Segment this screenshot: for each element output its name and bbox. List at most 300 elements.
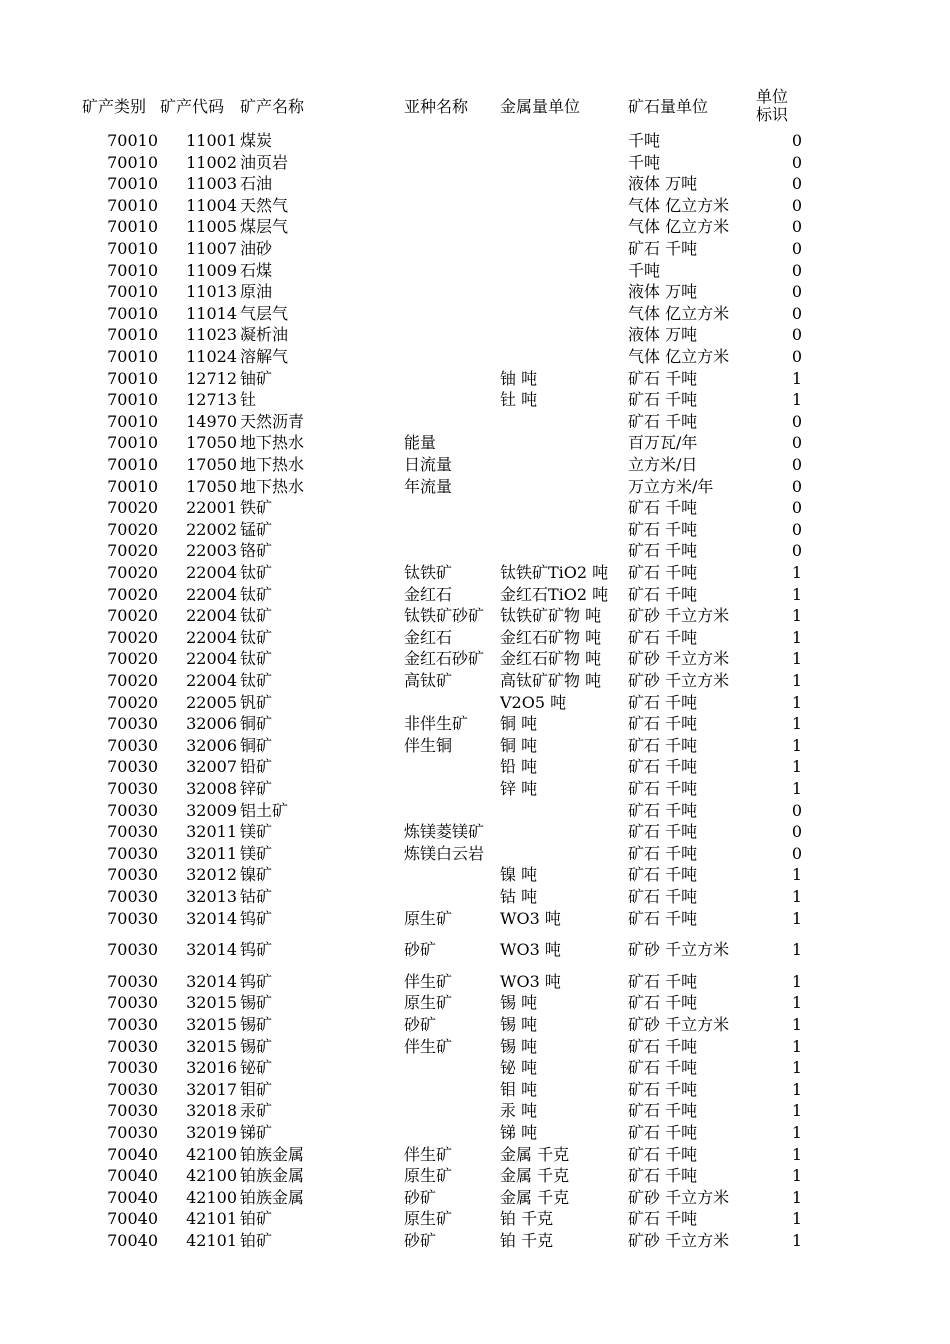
metal-unit-cell: 铀 吨 <box>500 368 538 388</box>
mineral-category-cell: 70020 <box>107 584 158 604</box>
unit-flag-cell: 0 <box>791 822 802 842</box>
subtype-name-cell: 炼镁菱镁矿 <box>404 822 485 842</box>
unit-flag-cell: 0 <box>791 325 802 345</box>
ore-unit-cell: 矿石 千吨 <box>628 735 698 755</box>
table-row <box>0 735 950 757</box>
table-row <box>0 864 950 886</box>
metal-unit-cell: V2O5 吨 <box>500 692 567 712</box>
mineral-name-cell: 气层气 <box>240 303 289 323</box>
table-row <box>0 648 950 670</box>
unit-flag-cell: 1 <box>791 606 802 626</box>
ore-unit-cell: 矿石 千吨 <box>628 865 698 885</box>
mineral-name-cell: 铋矿 <box>240 1058 273 1078</box>
header-metal-unit: 金属量单位 <box>500 97 581 116</box>
mineral-code-cell: 11007 <box>186 239 237 258</box>
metal-unit-cell: 钛铁矿矿物 吨 <box>500 606 602 626</box>
metal-unit-cell: 铜 吨 <box>500 735 538 755</box>
mineral-name-cell: 锌矿 <box>240 779 273 798</box>
mineral-name-cell: 天然气 <box>240 195 289 215</box>
table-row <box>0 411 950 433</box>
mineral-code-cell: 32008 <box>186 779 237 798</box>
unit-flag-cell: 1 <box>791 940 802 960</box>
table-row <box>0 432 950 454</box>
mineral-name-cell: 铜矿 <box>240 714 273 734</box>
mineral-category-cell: 70030 <box>107 735 158 755</box>
metal-unit-cell: 金红石TiO2 吨 <box>500 584 609 604</box>
table-row <box>0 540 950 562</box>
metal-unit-cell: 钴 吨 <box>500 887 538 906</box>
table-row <box>0 605 950 627</box>
mineral-category-cell: 70020 <box>107 671 158 690</box>
unit-flag-cell: 0 <box>791 217 802 237</box>
mineral-name-cell: 地下热水 <box>240 433 305 453</box>
mineral-code-cell: 22004 <box>186 671 237 690</box>
mineral-code-cell: 32017 <box>186 1079 237 1099</box>
metal-unit-cell: 铋 吨 <box>500 1058 538 1078</box>
table-row <box>0 1079 950 1101</box>
mineral-category-cell: 70010 <box>107 217 158 237</box>
mineral-category-cell: 70030 <box>107 822 158 842</box>
table-row <box>0 886 950 908</box>
mineral-code-cell: 32009 <box>186 800 237 820</box>
unit-flag-cell: 0 <box>791 174 802 194</box>
mineral-category-cell: 70010 <box>107 152 158 172</box>
mineral-name-cell: 锑矿 <box>240 1123 273 1142</box>
metal-unit-cell: 锡 吨 <box>500 1015 538 1034</box>
unit-flag-cell: 0 <box>791 455 802 474</box>
table-row <box>0 562 950 584</box>
metal-unit-cell: 铂 千克 <box>500 1209 554 1229</box>
mineral-category-cell: 70010 <box>107 347 158 366</box>
metal-unit-cell: WO3 吨 <box>500 908 561 928</box>
table-row <box>0 713 950 735</box>
mineral-name-cell: 地下热水 <box>240 455 305 474</box>
mineral-code-cell: 32015 <box>186 1015 237 1034</box>
table-row <box>0 389 950 411</box>
table-row <box>0 939 950 961</box>
mineral-code-cell: 17050 <box>186 433 237 453</box>
ore-unit-cell: 矿石 千吨 <box>628 239 698 258</box>
mineral-category-cell: 70030 <box>107 971 158 991</box>
subtype-name-cell: 伴生矿 <box>404 971 453 991</box>
mineral-category-cell: 70040 <box>107 1187 158 1207</box>
mineral-code-cell: 32015 <box>186 1036 237 1056</box>
header-subtype: 亚种名称 <box>404 97 469 116</box>
unit-flag-cell: 1 <box>791 993 802 1013</box>
mineral-code-cell: 32012 <box>186 865 237 885</box>
subtype-name-cell: 砂矿 <box>404 1015 437 1034</box>
mineral-name-cell: 钛矿 <box>240 584 273 604</box>
unit-flag-cell: 0 <box>791 800 802 820</box>
table-row <box>0 346 950 368</box>
ore-unit-cell: 矿石 千吨 <box>628 411 698 431</box>
subtype-name-cell: 年流量 <box>404 476 453 496</box>
table-row <box>0 476 950 498</box>
metal-unit-cell: 高钛矿矿物 吨 <box>500 671 602 690</box>
mineral-category-cell: 70010 <box>107 411 158 431</box>
mineral-name-cell: 铬矿 <box>240 541 273 561</box>
mineral-category-cell: 70010 <box>107 455 158 474</box>
subtype-name-cell: 金红石砂矿 <box>404 649 485 669</box>
unit-flag-cell: 0 <box>791 239 802 258</box>
unit-flag-cell: 0 <box>791 843 802 863</box>
mineral-name-cell: 凝析油 <box>240 325 289 345</box>
ore-unit-cell: 矿砂 千立方米 <box>628 1015 730 1034</box>
ore-unit-cell: 立方米/日 <box>628 455 698 474</box>
mineral-code-cell: 11005 <box>186 217 237 237</box>
table-row <box>0 584 950 606</box>
mineral-code-cell: 11002 <box>186 152 237 172</box>
mineral-code-cell: 11001 <box>186 131 237 150</box>
mineral-name-cell: 溶解气 <box>240 347 289 366</box>
subtype-name-cell: 伴生矿 <box>404 1036 453 1056</box>
unit-flag-cell: 0 <box>791 476 802 496</box>
header-unit-flag-line1: 单位 <box>756 87 789 106</box>
subtype-name-cell: 金红石 <box>404 584 453 604</box>
mineral-code-cell: 32006 <box>186 735 237 755</box>
unit-flag-cell: 1 <box>791 1166 802 1186</box>
mineral-name-cell: 铜矿 <box>240 735 273 755</box>
table-row <box>0 1165 950 1187</box>
table-row <box>0 1122 950 1144</box>
unit-flag-cell: 1 <box>791 627 802 647</box>
mineral-name-cell: 钍 <box>240 390 257 410</box>
subtype-name-cell: 伴生矿 <box>404 1144 453 1164</box>
mineral-code-cell: 22004 <box>186 627 237 647</box>
unit-flag-cell: 0 <box>791 519 802 539</box>
mineral-name-cell: 钛矿 <box>240 606 273 626</box>
table-row <box>0 992 950 1014</box>
mineral-code-cell: 42100 <box>186 1144 237 1164</box>
mineral-category-cell: 70020 <box>107 649 158 669</box>
mineral-code-cell: 42100 <box>186 1187 237 1207</box>
mineral-code-cell: 32014 <box>186 940 237 960</box>
metal-unit-cell: 锌 吨 <box>500 779 538 798</box>
ore-unit-cell: 矿石 千吨 <box>628 800 698 820</box>
header-ore-unit: 矿石量单位 <box>628 97 709 116</box>
mineral-name-cell: 煤层气 <box>240 217 289 237</box>
metal-unit-cell: 锡 吨 <box>500 1036 538 1056</box>
mineral-category-cell: 70030 <box>107 1058 158 1078</box>
mineral-name-cell: 地下热水 <box>240 476 305 496</box>
mineral-category-cell: 70030 <box>107 1123 158 1142</box>
mineral-name-cell: 铀矿 <box>240 368 273 388</box>
mineral-code-cell: 32006 <box>186 714 237 734</box>
ore-unit-cell: 矿石 千吨 <box>628 757 698 777</box>
unit-flag-cell: 0 <box>791 152 802 172</box>
unit-flag-cell: 1 <box>791 1036 802 1056</box>
table-row <box>0 756 950 778</box>
table-row <box>0 1144 950 1166</box>
table-row <box>0 800 950 822</box>
mineral-name-cell: 锡矿 <box>240 1015 273 1034</box>
table-row <box>0 1208 950 1230</box>
unit-flag-cell: 0 <box>791 433 802 453</box>
unit-flag-cell: 1 <box>791 1079 802 1099</box>
table-row <box>0 519 950 541</box>
ore-unit-cell: 矿石 千吨 <box>628 541 698 561</box>
ore-unit-cell: 矿石 千吨 <box>628 779 698 798</box>
ore-unit-cell: 矿石 千吨 <box>628 390 698 410</box>
unit-flag-cell: 1 <box>791 692 802 712</box>
header-name: 矿产名称 <box>240 97 305 116</box>
ore-unit-cell: 矿石 千吨 <box>628 627 698 647</box>
ore-unit-cell: 气体 亿立方米 <box>628 195 730 215</box>
mineral-name-cell: 铂矿 <box>240 1231 273 1250</box>
unit-flag-cell: 1 <box>791 757 802 777</box>
metal-unit-cell: 铜 吨 <box>500 714 538 734</box>
ore-unit-cell: 矿石 千吨 <box>628 1101 698 1121</box>
ore-unit-cell: 矿石 千吨 <box>628 1058 698 1078</box>
unit-flag-cell: 1 <box>791 1058 802 1078</box>
ore-unit-cell: 液体 万吨 <box>628 325 698 345</box>
subtype-name-cell: 能量 <box>404 433 437 453</box>
mineral-category-cell: 70040 <box>107 1144 158 1164</box>
subtype-name-cell: 原生矿 <box>404 1166 453 1186</box>
mineral-code-cell: 42101 <box>186 1209 237 1229</box>
mineral-code-cell: 32011 <box>186 843 237 863</box>
ore-unit-cell: 矿石 千吨 <box>628 563 698 582</box>
metal-unit-cell: 钍 吨 <box>500 390 538 410</box>
mineral-category-cell: 70020 <box>107 627 158 647</box>
mineral-name-cell: 油砂 <box>240 239 273 258</box>
mineral-category-cell: 70020 <box>107 606 158 626</box>
metal-unit-cell: 铂 千克 <box>500 1231 554 1250</box>
ore-unit-cell: 矿石 千吨 <box>628 368 698 388</box>
mineral-category-cell: 70010 <box>107 390 158 410</box>
metal-unit-cell: 金属 千克 <box>500 1166 570 1186</box>
ore-unit-cell: 千吨 <box>628 260 661 280</box>
metal-unit-cell: 钼 吨 <box>500 1079 538 1099</box>
table-row <box>0 238 950 260</box>
mineral-category-cell: 70010 <box>107 433 158 453</box>
mineral-name-cell: 铝土矿 <box>240 800 289 820</box>
unit-flag-cell: 1 <box>791 1209 802 1229</box>
mineral-name-cell: 锰矿 <box>240 519 273 539</box>
mineral-name-cell: 锡矿 <box>240 1036 273 1056</box>
mineral-code-cell: 32019 <box>186 1123 237 1142</box>
unit-flag-cell: 1 <box>791 1123 802 1142</box>
mineral-name-cell: 钼矿 <box>240 1079 273 1099</box>
ore-unit-cell: 液体 万吨 <box>628 174 698 194</box>
mineral-name-cell: 镁矿 <box>240 822 273 842</box>
ore-unit-cell: 矿石 千吨 <box>628 993 698 1013</box>
table-row <box>0 670 950 692</box>
mineral-category-cell: 70030 <box>107 940 158 960</box>
mineral-name-cell: 钛矿 <box>240 627 273 647</box>
ore-unit-cell: 气体 亿立方米 <box>628 303 730 323</box>
mineral-category-cell: 70010 <box>107 174 158 194</box>
unit-flag-cell: 1 <box>791 1101 802 1121</box>
mineral-code-cell: 32013 <box>186 887 237 906</box>
subtype-name-cell: 炼镁白云岩 <box>404 843 485 863</box>
table-row <box>0 971 950 993</box>
ore-unit-cell: 百万瓦/年 <box>628 433 698 453</box>
metal-unit-cell: 金属 千克 <box>500 1187 570 1207</box>
mineral-code-cell: 14970 <box>186 411 237 431</box>
mineral-name-cell: 锡矿 <box>240 993 273 1013</box>
ore-unit-cell: 气体 亿立方米 <box>628 217 730 237</box>
ore-unit-cell: 千吨 <box>628 152 661 172</box>
metal-unit-cell: 金红石矿物 吨 <box>500 627 602 647</box>
mineral-name-cell: 镁矿 <box>240 843 273 863</box>
ore-unit-cell: 矿石 千吨 <box>628 498 698 518</box>
mineral-code-cell: 11023 <box>186 325 237 345</box>
mineral-code-cell: 11013 <box>186 282 237 302</box>
unit-flag-cell: 1 <box>791 649 802 669</box>
subtype-name-cell: 金红石 <box>404 627 453 647</box>
ore-unit-cell: 气体 亿立方米 <box>628 347 730 366</box>
metal-unit-cell: 金属 千克 <box>500 1144 570 1164</box>
table-row <box>0 1187 950 1209</box>
mineral-category-cell: 70030 <box>107 865 158 885</box>
mineral-code-cell: 11024 <box>186 347 237 366</box>
mineral-code-cell: 22004 <box>186 649 237 669</box>
mineral-category-cell: 70040 <box>107 1209 158 1229</box>
mineral-category-cell: 70020 <box>107 498 158 518</box>
mineral-name-cell: 钨矿 <box>240 971 273 991</box>
header-code: 矿产代码 <box>160 97 225 116</box>
mineral-code-cell: 17050 <box>186 455 237 474</box>
unit-flag-cell: 1 <box>791 390 802 410</box>
mineral-category-cell: 70020 <box>107 692 158 712</box>
unit-flag-cell: 0 <box>791 411 802 431</box>
unit-flag-cell: 0 <box>791 498 802 518</box>
mineral-category-cell: 70030 <box>107 887 158 906</box>
metal-unit-cell: 镍 吨 <box>500 865 538 885</box>
mineral-code-cell: 17050 <box>186 476 237 496</box>
mineral-code-cell: 11014 <box>186 303 237 323</box>
metal-unit-cell: 钛铁矿TiO2 吨 <box>500 563 609 582</box>
mineral-code-cell: 11003 <box>186 174 237 194</box>
table-row <box>0 1100 950 1122</box>
header-unit-flag-line2: 标识 <box>756 105 789 124</box>
mineral-category-cell: 70030 <box>107 800 158 820</box>
mineral-category-cell: 70030 <box>107 1101 158 1121</box>
mineral-category-cell: 70030 <box>107 1079 158 1099</box>
table-row <box>0 324 950 346</box>
mineral-code-cell: 22004 <box>186 584 237 604</box>
mineral-code-cell: 22003 <box>186 541 237 561</box>
table-row <box>0 303 950 325</box>
mineral-code-cell: 32014 <box>186 971 237 991</box>
mineral-category-cell: 70040 <box>107 1166 158 1186</box>
ore-unit-cell: 矿砂 千立方米 <box>628 606 730 626</box>
unit-flag-cell: 0 <box>791 347 802 366</box>
mineral-code-cell: 32014 <box>186 908 237 928</box>
subtype-name-cell: 砂矿 <box>404 1231 437 1250</box>
mineral-name-cell: 钨矿 <box>240 908 273 928</box>
unit-flag-cell: 1 <box>791 714 802 734</box>
table-row <box>0 368 950 390</box>
subtype-name-cell: 原生矿 <box>404 993 453 1013</box>
mineral-category-cell: 70010 <box>107 282 158 302</box>
mineral-category-cell: 70030 <box>107 993 158 1013</box>
header-category: 矿产类别 <box>82 97 147 116</box>
table-row <box>0 1036 950 1058</box>
mineral-name-cell: 原油 <box>240 282 273 302</box>
subtype-name-cell: 非伴生矿 <box>404 714 469 734</box>
table-row <box>0 692 950 714</box>
unit-flag-cell: 1 <box>791 1015 802 1034</box>
mineral-code-cell: 32011 <box>186 822 237 842</box>
mineral-name-cell: 油页岩 <box>240 152 289 172</box>
table-row <box>0 1057 950 1079</box>
mineral-code-cell: 32015 <box>186 993 237 1013</box>
unit-flag-cell: 1 <box>791 908 802 928</box>
unit-flag-cell: 0 <box>791 303 802 323</box>
unit-flag-cell: 0 <box>791 282 802 302</box>
ore-unit-cell: 矿石 千吨 <box>628 692 698 712</box>
mineral-code-cell: 12712 <box>186 368 237 388</box>
ore-unit-cell: 矿石 千吨 <box>628 1036 698 1056</box>
mineral-name-cell: 石油 <box>240 174 273 194</box>
metal-unit-cell: 汞 吨 <box>500 1101 538 1121</box>
mineral-category-cell: 70040 <box>107 1231 158 1250</box>
mineral-code-cell: 42101 <box>186 1231 237 1250</box>
mineral-name-cell: 铂矿 <box>240 1209 273 1229</box>
unit-flag-cell: 1 <box>791 1187 802 1207</box>
subtype-name-cell: 砂矿 <box>404 940 437 960</box>
ore-unit-cell: 矿石 千吨 <box>628 1209 698 1229</box>
unit-flag-cell: 0 <box>791 131 802 150</box>
mineral-name-cell: 铅矿 <box>240 757 273 777</box>
mineral-category-cell: 70030 <box>107 1015 158 1034</box>
ore-unit-cell: 矿砂 千立方米 <box>628 671 730 690</box>
mineral-name-cell: 天然沥青 <box>240 411 305 431</box>
table-row <box>0 130 950 152</box>
table-row <box>0 821 950 843</box>
mineral-name-cell: 石煤 <box>240 260 273 280</box>
mineral-code-cell: 22004 <box>186 606 237 626</box>
table-row <box>0 1230 950 1252</box>
metal-unit-cell: WO3 吨 <box>500 971 561 991</box>
mineral-category-cell: 70030 <box>107 843 158 863</box>
mineral-name-cell: 钴矿 <box>240 887 273 906</box>
mineral-name-cell: 铂族金属 <box>240 1166 305 1186</box>
unit-flag-cell: 1 <box>791 671 802 690</box>
mineral-category-cell: 70010 <box>107 239 158 258</box>
metal-unit-cell: 铅 吨 <box>500 757 538 777</box>
mineral-category-cell: 70010 <box>107 195 158 215</box>
unit-flag-cell: 1 <box>791 584 802 604</box>
subtype-name-cell: 高钛矿 <box>404 671 453 690</box>
table-row <box>0 281 950 303</box>
mineral-name-cell: 钛矿 <box>240 563 273 582</box>
ore-unit-cell: 矿石 千吨 <box>628 1079 698 1099</box>
subtype-name-cell: 伴生铜 <box>404 735 453 755</box>
unit-flag-cell: 1 <box>791 735 802 755</box>
mineral-code-cell: 11004 <box>186 195 237 215</box>
metal-unit-cell: WO3 吨 <box>500 940 561 960</box>
ore-unit-cell: 矿石 千吨 <box>628 822 698 842</box>
metal-unit-cell: 金红石矿物 吨 <box>500 649 602 669</box>
table-row <box>0 497 950 519</box>
unit-flag-cell: 1 <box>791 1144 802 1164</box>
mineral-code-cell: 42100 <box>186 1166 237 1186</box>
table-row <box>0 1014 950 1036</box>
mineral-name-cell: 镍矿 <box>240 865 273 885</box>
ore-unit-cell: 矿石 千吨 <box>628 971 698 991</box>
mineral-code-cell: 22005 <box>186 692 237 712</box>
unit-flag-cell: 0 <box>791 541 802 561</box>
table-row <box>0 908 950 930</box>
unit-flag-cell: 1 <box>791 865 802 885</box>
mineral-category-cell: 70030 <box>107 1036 158 1056</box>
ore-unit-cell: 液体 万吨 <box>628 282 698 302</box>
mineral-category-cell: 70030 <box>107 714 158 734</box>
subtype-name-cell: 日流量 <box>404 455 453 474</box>
